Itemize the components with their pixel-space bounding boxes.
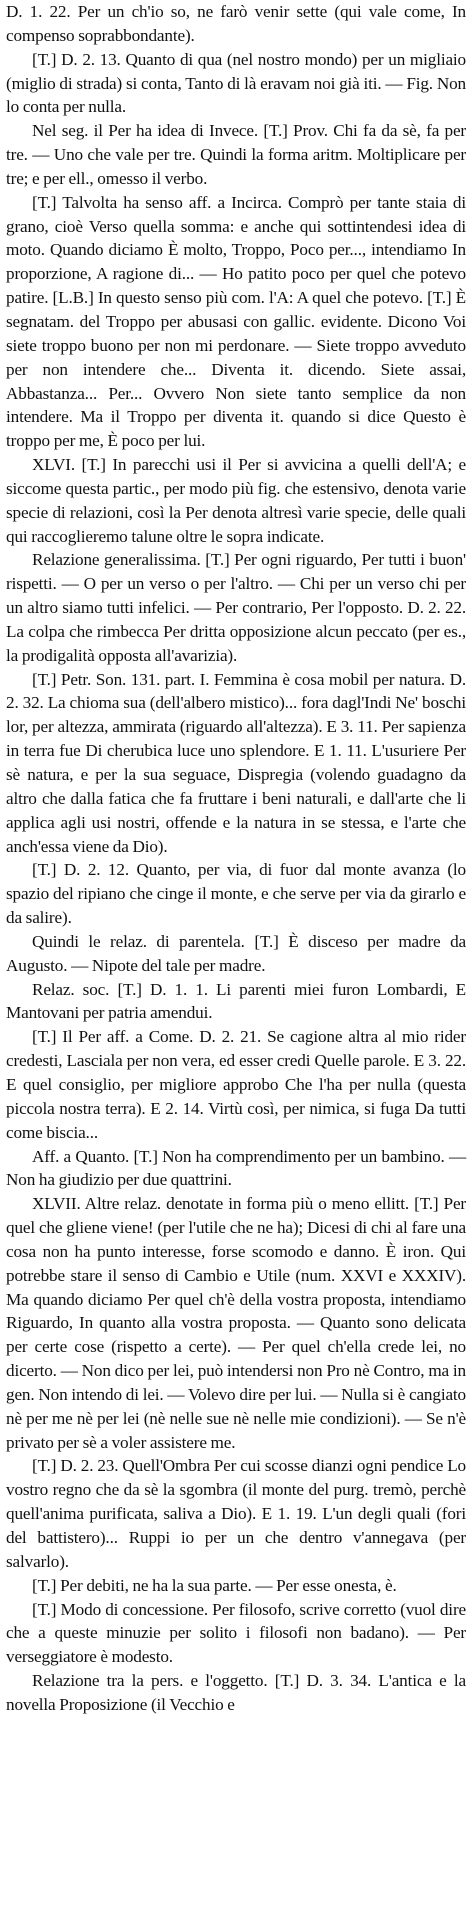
section-paragraph-xlvi: XLVI. [T.] In parecchi usi il Per si avvicina a quelli dell'A; e siccome questa partic., per modo più fig. che estensivo, denota varie specie di relazioni, così la Per denota altresì varie specie, delle quali qui raccoglieremo talune oltre le sopra indicate. — [6, 455, 466, 546]
entry-paragraph: Relazione generalissima. [T.] Per ogni riguardo, Per tutti i buon' rispetti. — O per un verso o per l'altro. — Chi per un verso chi per un altro siamo tutti infelici. — Per contrario, Per l'opposto. D. 2. 22. La colpa che rimbecca Per dritta opposizione alcun peccato (per es., la prodigalità opposta all'avarizia). — [6, 550, 466, 665]
entry-paragraph: [T.] Il Per aff. a Come. D. 2. 21. Se cagione altra al mio rider credesti, Lasciala per non vera, ed esser credi Quelle parole. E 3. 22. E quel consiglio, per migliore approbo Che l'ha per nulla (questa piccola nostra terra). E 2. 14. Virtù così, per nimica, si fuga Da tutti come biscia... — [6, 1027, 466, 1142]
section-paragraph-xlvii: XLVII. Altre relaz. denotate in forma più o meno ellitt. [T.] Per quel che gliene viene! (per l'utile che ne ha); Dicesi di chi al fare una cosa non ha punto interesse, forse scomodo e danno. È iron. Qui potrebbe stare il senso di Cambio e Utile (num. XXVI e XXXIV). Ma quando diciamo Per quel ch'è della vostra proposta, intendiamo Riguardo, In quanto alla vostra proposta. — Quanto sono delicata per certe cose (rispetto a certe). — Per quel ch'ella crede lei, no dicerto. — Non dico per lei, può intendersi non Pro nè Contro, ma in gen. Non intendo di lei. — Volevo dire per lui. — Nulla si è cangiato nè per me nè per lei (nè nelle sue nè nelle mie condizioni). — Se n'è privato per sè a voler assistere me. — [6, 1194, 466, 1452]
entry-paragraph: [T.] D. 2. 12. Quanto, per via, di fuor dal monte avanza (lo spazio del ripiano che cinge il monte, e che serve per via da girarlo e da salire). — [6, 860, 466, 928]
entry-paragraph: [T.] D. 2. 13. Quanto di qua (nel nostro mondo) per un migliaio (miglio di strada) si conta, Tanto di là eravam noi già iti. — Fig. Non lo conta per nulla. — [6, 49, 466, 117]
entry-paragraph: [T.] Talvolta ha senso aff. a Incirca. Comprò per tante staia di grano, cioè Verso quella somma: e anche qui sottintendesi idea di moto. Quando diciamo È molto, Troppo, Poco per..., intendiamo In proporzione, A ragione di... — Ho patito poco per quel che potevo patire. [L.B.] In questo senso più com. l'A: A quel che potevo. [T.] È segnatam. del Troppo per abusasi con gallic. evidente. Dicono Voi siete troppo buono per non mi perdonare. — Siete troppo avveduto per non intendere che... Diventa it. dicendo. Siete assai, Abbastanza... Per... Ovvero Non siete tanto semplice da non intendere. Ma il Troppo per diventa it. quando si dice Questo è troppo per me, È poco per lui. — [6, 192, 466, 451]
entry-paragraph: D. 1. 22. Per un ch'io so, ne farò venir sette (qui vale come, In compenso soprabbondante). — [6, 2, 466, 45]
entry-paragraph: Aff. a Quanto. [T.] Non ha comprendimento per un bambino. — Non ha giudizio per due quattrini. — [6, 1146, 466, 1190]
entry-paragraph: Relaz. soc. [T.] D. 1. 1. Li parenti miei furon Lombardi, E Mantovani per patria amendui. — [6, 979, 466, 1023]
entry-paragraph: Relazione tra la pers. e l'oggetto. [T.] D. 3. 34. L'antica e la novella Proposizione (il Vecchio e — [6, 1671, 466, 1714]
entry-paragraph: [T.] Petr. Son. 131. part. I. Femmina è cosa mobil per natura. D. 2. 32. La chioma sua (dell'albero mistico)... fora dagl'Indi Ne' boschi lor, per altezza, ammirata (riguardo all'altezza). E 3. 11. Per sapienza in terra fue Di cherubica luce uno splendore. E 1. 11. L'usuriere Per sè natura, e per la sua seguace, Dispregia (volendo guadagno da altro che dalla fatica che fa fruttare i beni naturali, e dall'arte che li applica agli usi nostri, offende e la natura in se stessa, e l'arte che anch'essa viene da Dio). — [6, 669, 466, 856]
entry-paragraph: [T.] D. 2. 23. Quell'Ombra Per cui scosse dianzi ogni pendice Lo vostro regno che da sè la sgombra (il monte del purg. tremò, perchè quell'anima purificata, saliva a Dio). E 1. 19. L'un degli quali (fori del battistero)... Ruppi io per un che dentro v'annegava (per salvarlo). — [6, 1456, 466, 1571]
entry-paragraph: [T.] Modo di concessione. Per filosofo, scrive corretto (vuol dire che a queste minuzie per solito i filosofi non badano). — Per verseggiatore è modesto. — [6, 1599, 466, 1667]
entry-paragraph: Quindi le relaz. di parentela. [T.] È disceso per madre da Augusto. — Nipote del tale per madre. — [6, 931, 466, 975]
dictionary-column — [6, 0, 466, 1717]
entry-paragraph: Nel seg. il Per ha idea di Invece. [T.] Prov. Chi fa da sè, fa per tre. — Uno che vale per tre. Quindi la forma aritm. Moltiplicare per tre; e per ell., omesso il verbo. — [6, 121, 466, 188]
entry-paragraph: [T.] Per debiti, ne ha la sua parte. — Per esse onesta, è. — [32, 1575, 397, 1595]
